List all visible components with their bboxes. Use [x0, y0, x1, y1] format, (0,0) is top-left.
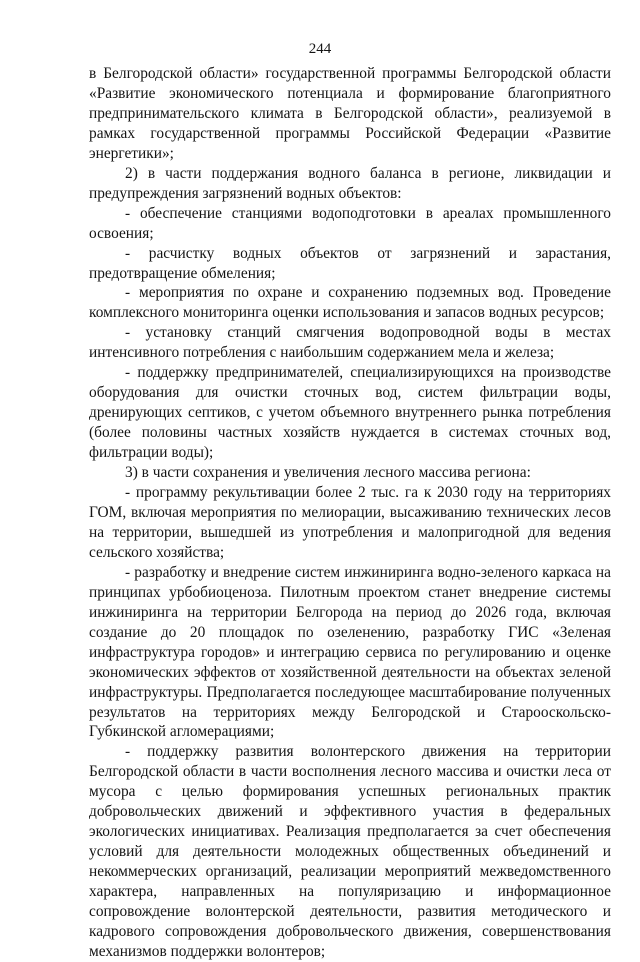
paragraph-continuation: в Белгородской области» государственной программы Белгородской области «Развитие экономического потенциала и формирование благоприятного предпринимательского климата в Белгородской области», реализуемой в рамках государственной программы Российской Федерации «Развитие энергетики»;: [89, 65, 611, 162]
list-item-recultivation: - программу рекультивации более 2 тыс. га к 2030 году на территориях ГОМ, включая мероприятия по мелиорации, высаживанию технических лесов на территории, вышедшей из употребления и малопригодной для ведения сельского хозяйства;: [89, 484, 611, 561]
page-number: 244: [308, 41, 332, 57]
list-item-green-framework: - разработку и внедрение систем инжиниринга водно-зеленого каркаса на принципах урбобиоценоза. Пилотным проектом станет внедрение системы инжиниринга на территории Белгорода на период до 2026 года, включая создание до 20 площадок по озеленению, разработку ГИС «Зеленая инфраструктура городов» и интеграцию сервиса по регулированию и оценке экономических эффектов от хозяйственной деятельности на объектах зеленой инфраструктуры. Предполагается последующее масштабирование полученных результатов на территориях между Белгородской и Старооскольско-Губкинской агломерациями;: [89, 563, 611, 741]
list-item-water-treatment: - обеспечение станциями водоподготовки в ареалах промышленного освоения;: [89, 204, 611, 242]
paragraph-forest-heading: 3) в части сохранения и увеличения лесного массива региона:: [125, 464, 531, 482]
list-item-groundwater: - мероприятия по охране и сохранению подземных вод. Проведение комплексного мониторинга оценки использования и запасов водных ресурсов;: [89, 284, 611, 322]
list-item-entrepreneur-support: - поддержку предпринимателей, специализирующихся на производстве оборудования для очистки сточных вод, систем фильтрации воды, дренирующих септиков, с учетом объемного внутреннего рынка потребления (более половины частных хозяйств нуждается в системах сточных вод, фильтрации воды);: [89, 364, 611, 462]
document-body: [89, 64, 611, 962]
paragraph-water-balance-heading: 2) в части поддержания водного баланса в регионе, ликвидации и предупреждения загрязнений водных объектов:: [89, 164, 611, 202]
list-item-water-cleanup: - расчистку водных объектов от загрязнений и зарастания, предотвращение обмеления;: [89, 244, 611, 282]
list-item-volunteer-support: - поддержку развития волонтерского движения на территории Белгородской области в части восполнения лесного массива и очистки леса от мусора с целью формирования успешных региональных практик добровольческих движений и эффективного участия в федеральных экологических инициативах. Реализация предполагается за счет обеспечения условий для деятельности молодежных общественных объединений и некоммерческих организаций, реализации мероприятий межведомственного характера, направленных на популяризацию и информационное сопровождение волонтерской деятельности, развития методического и кадрового сопровождения добровольческого движения, совершенствования механизмов поддержки волонтеров;: [89, 743, 611, 960]
list-item-water-softening: - установку станций смягчения водопроводной воды в местах интенсивного потребления с наибольшим содержанием мела и железа;: [89, 324, 611, 362]
